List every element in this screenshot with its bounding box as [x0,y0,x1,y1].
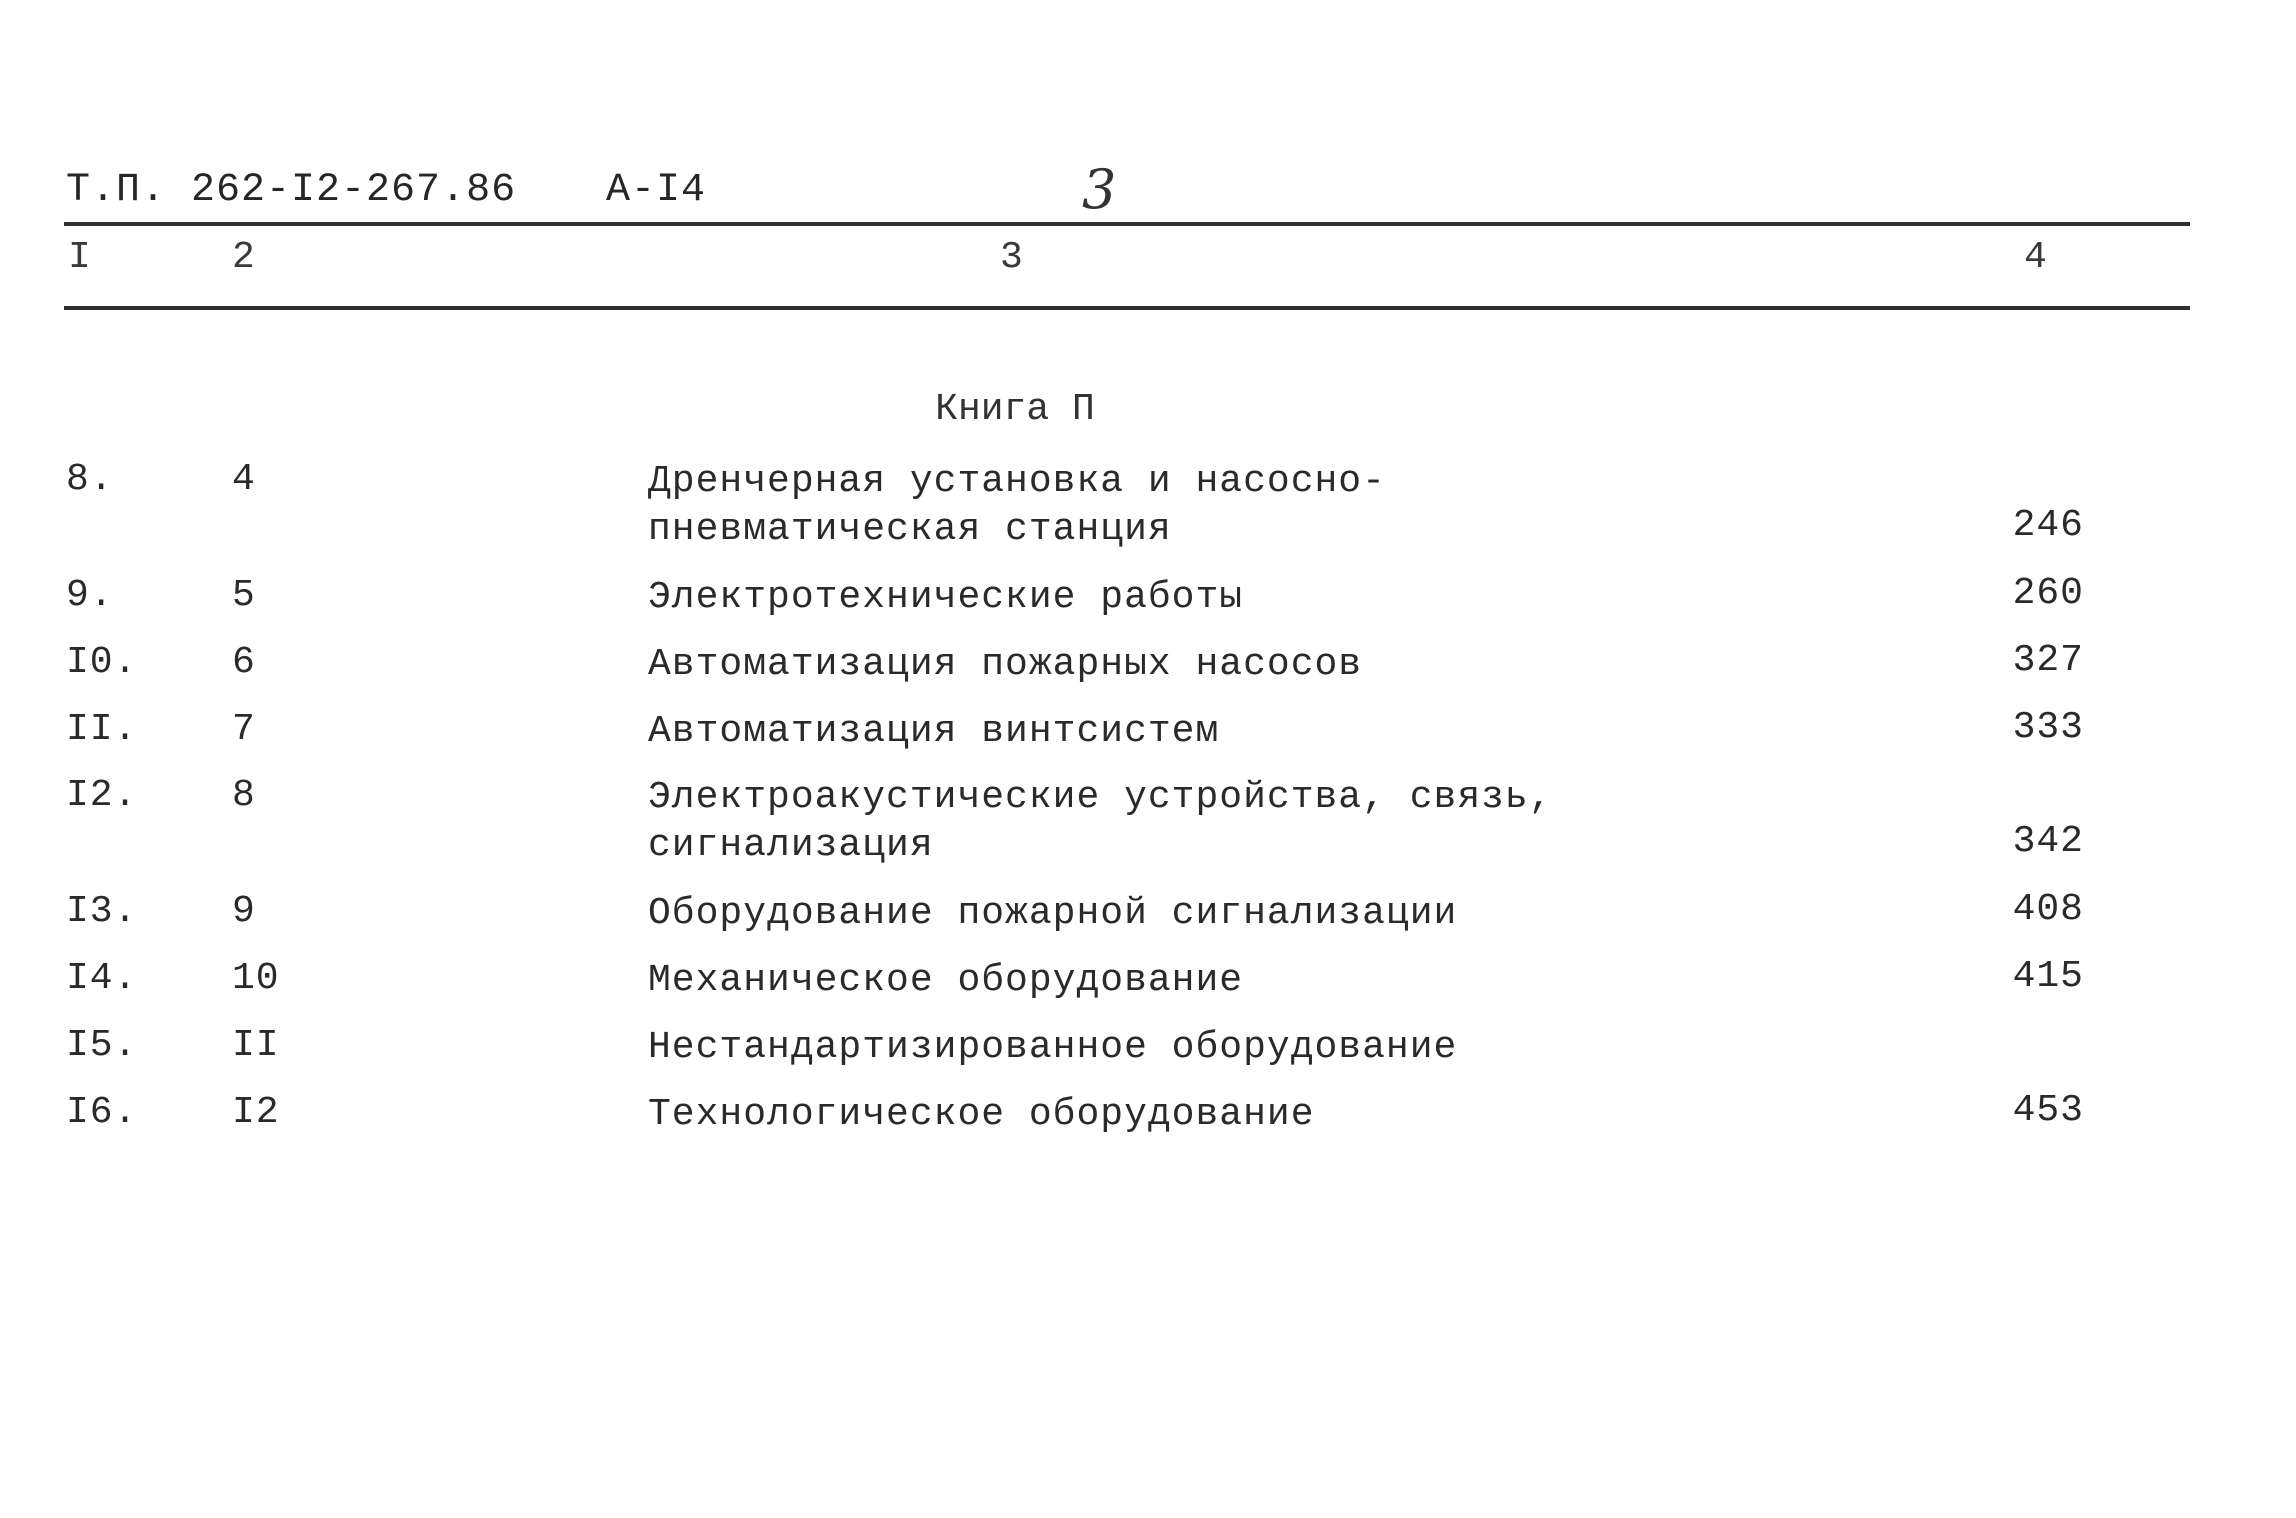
page-number: 3 [1082,158,1118,221]
section-number: 5 [232,574,256,617]
row-title [648,1091,1315,1139]
column-number-3: 3 [1000,236,1023,279]
row-title-line: пневматическая станция [648,508,1172,551]
section-number: I2 [232,1091,280,1134]
column-number-4: 4 [2024,236,2047,279]
header-rule-top [64,222,2190,226]
row-title [648,774,1553,870]
row-number: I5. [66,1024,138,1067]
row-number: I6. [66,1091,138,1134]
section-number: 10 [232,957,280,1000]
section-number: 8 [232,774,256,817]
row-number: I3. [66,890,138,933]
row-number: I0. [66,641,138,684]
row-title-line: Технологическое оборудование [648,1093,1315,1136]
album-number: А-I4 [606,168,707,213]
row-title-line: Электроакустические устройства, связь, [648,776,1553,819]
row-page: 327 [2012,639,2084,682]
column-number-1: I [68,236,91,279]
section-number: II [232,1024,280,1067]
row-page: 333 [2012,706,2084,749]
row-title [648,458,1386,554]
book-title: Книга П [935,388,1095,431]
row-title [648,641,1362,689]
section-number: 6 [232,641,256,684]
row-page: 342 [2012,820,2084,863]
row-title [648,708,1219,756]
row-number: I4. [66,957,138,1000]
row-title [648,574,1243,622]
row-number: 9. [66,574,114,617]
row-title-line: Электротехнические работы [648,576,1244,619]
row-title-line: Нестандартизированное оборудование [648,1026,1458,1069]
row-title [648,1024,1457,1072]
row-title-line: Автоматизация винтсистем [648,710,1220,753]
header-rule-bottom [64,306,2190,310]
row-number: II. [66,708,138,751]
row-title [648,957,1243,1005]
document-code: Т.П. 262-I2-267.86 [66,168,517,213]
section-number: 9 [232,890,256,933]
row-number: I2. [66,774,138,817]
row-title-line: Оборудование пожарной сигнализации [648,892,1458,935]
row-title [648,890,1457,938]
row-title-line: Механическое оборудование [648,959,1244,1002]
row-title-line: сигнализация [648,824,934,867]
row-page: 415 [2012,955,2084,998]
row-page: 260 [2012,572,2084,615]
section-number: 7 [232,708,256,751]
row-page: 453 [2012,1089,2084,1132]
row-page: 246 [2012,504,2084,547]
row-title-line: Автоматизация пожарных насосов [648,643,1363,686]
row-page: 408 [2012,888,2084,931]
row-title-line: Дренчерная установка и насосно- [648,460,1386,503]
row-number: 8. [66,458,114,501]
column-number-2: 2 [232,236,255,279]
section-number: 4 [232,458,256,501]
